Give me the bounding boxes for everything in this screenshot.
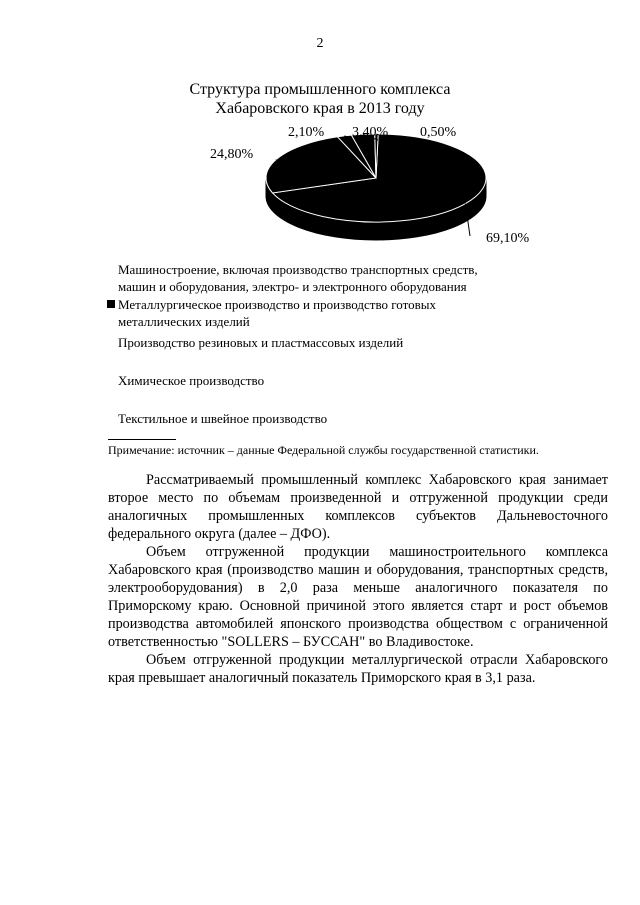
legend-marker — [107, 265, 115, 273]
paragraph: Объем отгруженной продукции металлургической отрасли Хабаровского края превышает аналогичный показатель Приморского края в 3,1 раза. — [108, 652, 608, 686]
legend-label-line: металлических изделий — [118, 314, 250, 329]
legend-label-line: Производство резиновых и пластмассовых изделий — [118, 335, 404, 350]
data-label: 69,10% — [486, 231, 530, 246]
footnote: Примечание: источник – данные Федеральной службы государственной статистики. — [108, 443, 539, 457]
legend-label-line: Металлургическое производство и производство готовых — [118, 297, 436, 312]
data-label: 0,50% — [420, 125, 457, 140]
legend-label-line: Машиностроение, включая производство транспортных средств, — [118, 262, 478, 277]
legend-label-line: Текстильное и швейное производство — [118, 411, 328, 426]
paragraph: Рассматриваемый промышленный комплекс Хабаровского края занимает второе место по объемам произведенной и отгруженной продукции среди аналогичных промышленных комплексов субъектов Дальневосточного федерального округа (далее – ДФО). — [108, 472, 608, 542]
paragraph: Объем отгруженной продукции машиностроительного комплекса Хабаровского края (производство машин и оборудования, транспортных средств, электрооборудования) в 2,0 раза меньше аналогичного показателя по Приморскому краю. Основной причиной этого является старт и рост объемов производства автомобилей японского производства обществом с ограниченной ответственностью "SOLLERS – БУССАН" во Владивостоке. — [108, 544, 608, 650]
body-text — [108, 471, 608, 687]
footnote-divider — [108, 439, 176, 440]
pie-chart — [0, 0, 640, 260]
data-label: 3,40% — [352, 125, 389, 140]
legend-item-rubber-plastics — [118, 334, 558, 351]
legend-marker — [107, 300, 115, 308]
legend-item-machinery — [118, 261, 558, 295]
data-label: 24,80% — [210, 147, 254, 162]
legend-item-chemical — [118, 372, 558, 389]
page-number: 2 — [316, 36, 324, 51]
legend-item-metallurgy — [118, 296, 558, 330]
legend-item-textile — [118, 410, 558, 427]
data-label: 2,10% — [288, 125, 325, 140]
legend-label-line: Химическое производство — [118, 373, 265, 388]
legend-label-line: машин и оборудования, электро- и электронного оборудования — [118, 279, 467, 294]
chart-title-line: Хабаровского края в 2013 году — [215, 100, 425, 117]
chart-title-line: Структура промышленного комплекса — [189, 81, 451, 98]
